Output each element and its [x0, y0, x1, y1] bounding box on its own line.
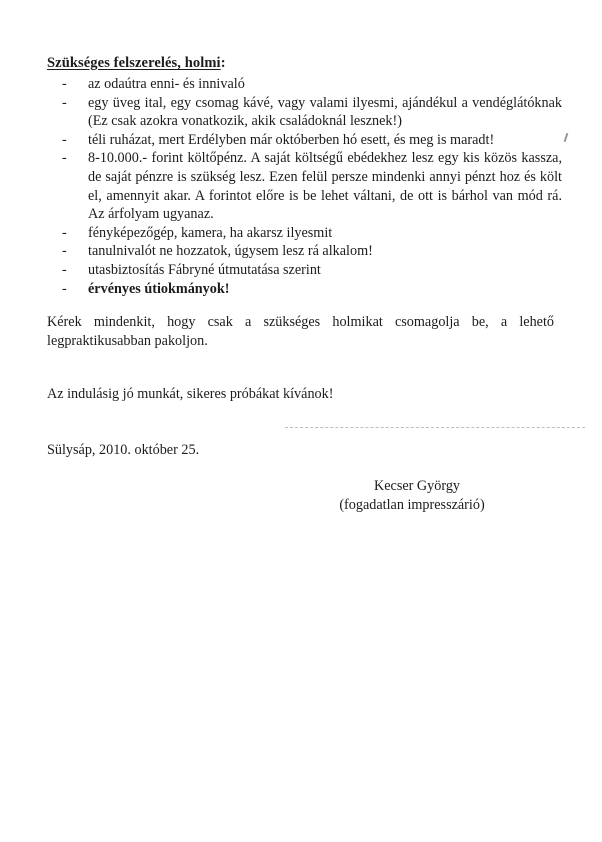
- list-item-text: 8-10.000.- forint költőpénz. A saját költségű ebédekhez lesz egy kis közös kassza, de saját pénzre is szükség lesz. Ezen felül persze mindenki annyi pénzt hoz és költ el, amennyit akar. A forintot előre is be lehet váltani, de ott is bárhol van mód rá. Az árfolyam ugyanaz.: [88, 150, 562, 223]
- bullet-dash: -: [62, 76, 67, 92]
- section-heading: [47, 55, 226, 72]
- list-item: [62, 224, 562, 243]
- list-item-text: érvényes útiokmányok!: [88, 280, 230, 297]
- packing-request-paragraph: Kérek mindenkit, hogy csak a szükséges holmikat csomagolja be, a lehető legpraktikusabban pakoljon.: [47, 314, 554, 349]
- faint-scan-line: [285, 427, 585, 428]
- bullet-dash: -: [62, 150, 67, 167]
- bullet-dash: -: [62, 224, 67, 241]
- list-item: [62, 94, 562, 131]
- bullet-dash: -: [62, 243, 67, 260]
- list-item-text: fényképezőgép, kamera, ha akarsz ilyesmit: [88, 224, 333, 241]
- section-heading-colon: :: [220, 55, 226, 71]
- list-item: [62, 242, 562, 261]
- place-and-date: Sülysáp, 2010. október 25.: [47, 442, 200, 458]
- list-item: [62, 261, 562, 280]
- bullet-dash: -: [62, 94, 67, 111]
- list-item-text: téli ruházat, mert Erdélyben már októberben hó esett, és meg is maradt!: [88, 131, 495, 148]
- list-item-text: utasbiztosítás Fábryné útmutatása szerint: [88, 261, 321, 278]
- signatory-name: Kecser György: [373, 478, 461, 494]
- list-item-text: az odaútra enni- és innivaló: [88, 76, 245, 92]
- list-item: [62, 75, 562, 94]
- bullet-dash: -: [62, 261, 67, 278]
- list-item-text: tanulnivalót ne hozzatok, úgysem lesz rá alkalom!: [88, 243, 373, 260]
- list-item: [62, 149, 562, 223]
- equipment-list: [62, 75, 562, 298]
- list-item: [62, 131, 562, 150]
- signatory-title: (fogadatlan impresszárió): [339, 497, 485, 513]
- bullet-dash: -: [62, 131, 67, 148]
- scan-speck: [564, 133, 569, 142]
- closing-wish-paragraph: Az indulásig jó munkát, sikeres próbákat kívánok!: [47, 386, 334, 402]
- list-item-text: egy üveg ital, egy csomag kávé, vagy valami ilyesmi, ajándékul a vendéglátóknak (Ez csak azokra vonatkozik, akik családoknál lesznek!): [88, 94, 562, 130]
- signature-block: [322, 477, 502, 515]
- bullet-dash: -: [62, 280, 67, 297]
- list-item: [62, 280, 562, 299]
- section-heading-text: Szükséges felszerelés, holmi: [47, 55, 221, 71]
